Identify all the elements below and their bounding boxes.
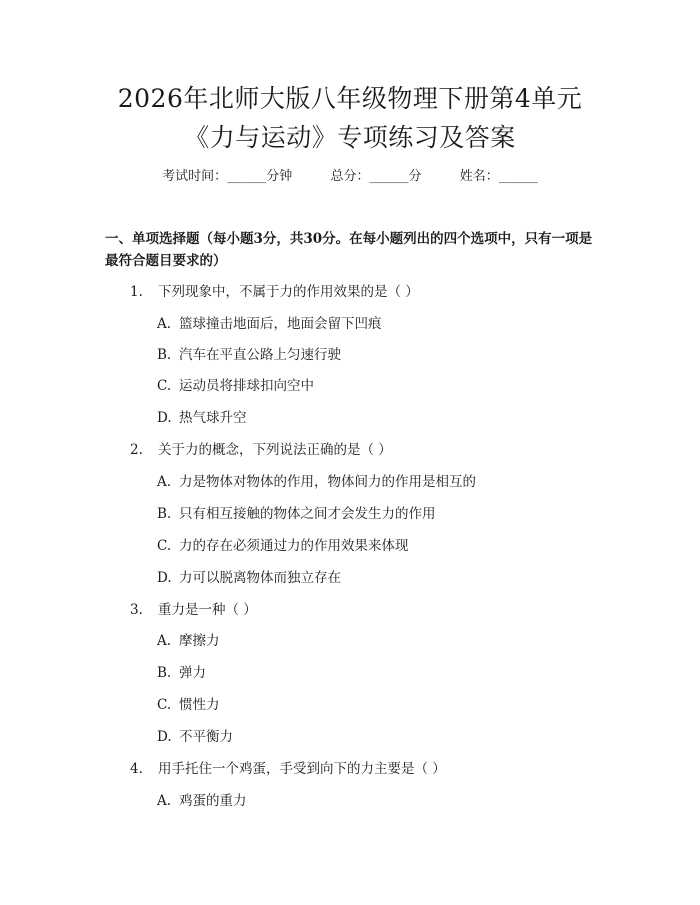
question-number: 4. <box>130 761 143 777</box>
option-letter: D. <box>157 729 172 745</box>
option-letter: B. <box>157 347 172 363</box>
question-number: 1. <box>130 284 143 300</box>
option-text: 篮球撞击地面后，地面会留下凹痕 <box>179 316 382 332</box>
option-1d <box>157 408 247 428</box>
option-text: 力的存在必须通过力的作用效果来体现 <box>179 538 409 554</box>
question-number: 2. <box>130 442 143 458</box>
option-letter: A. <box>157 316 172 332</box>
name-label: 姓名： <box>459 169 499 184</box>
document-title-line-1: 2026年北师大版八年级物理下册第4单元 <box>117 84 583 113</box>
time-unit: 分钟 <box>266 169 293 184</box>
question-1 <box>130 282 419 302</box>
time-label: 考试时间： <box>162 169 228 184</box>
option-3d <box>157 727 233 747</box>
option-text: 摩擦力 <box>179 633 220 649</box>
option-1b <box>157 345 341 365</box>
question-2 <box>130 440 392 460</box>
score-label: 总分： <box>330 169 370 184</box>
exam-meta <box>0 167 700 187</box>
time-blank: ______ <box>227 169 267 184</box>
option-2c <box>157 536 409 556</box>
option-text: 运动员将排球扣向空中 <box>179 378 314 394</box>
option-4a <box>157 791 247 811</box>
option-letter: A. <box>157 793 172 809</box>
option-text: 不平衡力 <box>179 729 233 745</box>
section-heading: 一、单项选择题（每小题3分，共30分。在每小题列出的四个选项中，只有一项是最符合题目要求的） <box>105 231 593 269</box>
question-number: 3. <box>130 602 143 618</box>
question-3 <box>130 600 257 620</box>
option-letter: A. <box>157 633 172 649</box>
option-text: 鸡蛋的重力 <box>179 793 247 809</box>
option-3b <box>157 663 206 683</box>
option-text: 力是物体对物体的作用，物体间力的作用是相互的 <box>179 474 476 490</box>
question-text: 重力是一种（ ） <box>158 602 257 618</box>
option-text: 惯性力 <box>179 697 220 713</box>
option-letter: C. <box>157 538 172 554</box>
option-1a <box>157 314 382 334</box>
option-text: 汽车在平直公路上匀速行驶 <box>179 347 341 363</box>
option-1c <box>157 376 314 396</box>
option-2d <box>157 568 341 588</box>
option-text: 力可以脱离物体而独立存在 <box>179 570 341 586</box>
question-text: 关于力的概念，下列说法正确的是（ ） <box>158 442 392 458</box>
option-letter: D. <box>157 570 172 586</box>
option-text: 弹力 <box>179 665 206 681</box>
option-letter: B. <box>157 665 172 681</box>
option-3c <box>157 695 220 715</box>
option-text: 只有相互接触的物体之间才会发生力的作用 <box>179 506 436 522</box>
question-text: 下列现象中，不属于力的作用效果的是（ ） <box>158 284 419 300</box>
document-title-line-2: 《力与运动》专项练习及答案 <box>184 123 516 152</box>
option-letter: C. <box>157 697 172 713</box>
question-4 <box>130 759 446 779</box>
name-blank: ______ <box>498 169 538 184</box>
question-text: 用手托住一个鸡蛋，手受到向下的力主要是（ ） <box>158 761 446 777</box>
option-letter: D. <box>157 410 172 426</box>
option-letter: C. <box>157 378 172 394</box>
score-unit: 分 <box>408 169 422 184</box>
option-letter: A. <box>157 474 172 490</box>
option-2b <box>157 504 436 524</box>
option-2a <box>157 472 476 492</box>
score-blank: ______ <box>369 169 409 184</box>
option-3a <box>157 631 220 651</box>
option-letter: B. <box>157 506 172 522</box>
option-text: 热气球升空 <box>179 410 247 426</box>
